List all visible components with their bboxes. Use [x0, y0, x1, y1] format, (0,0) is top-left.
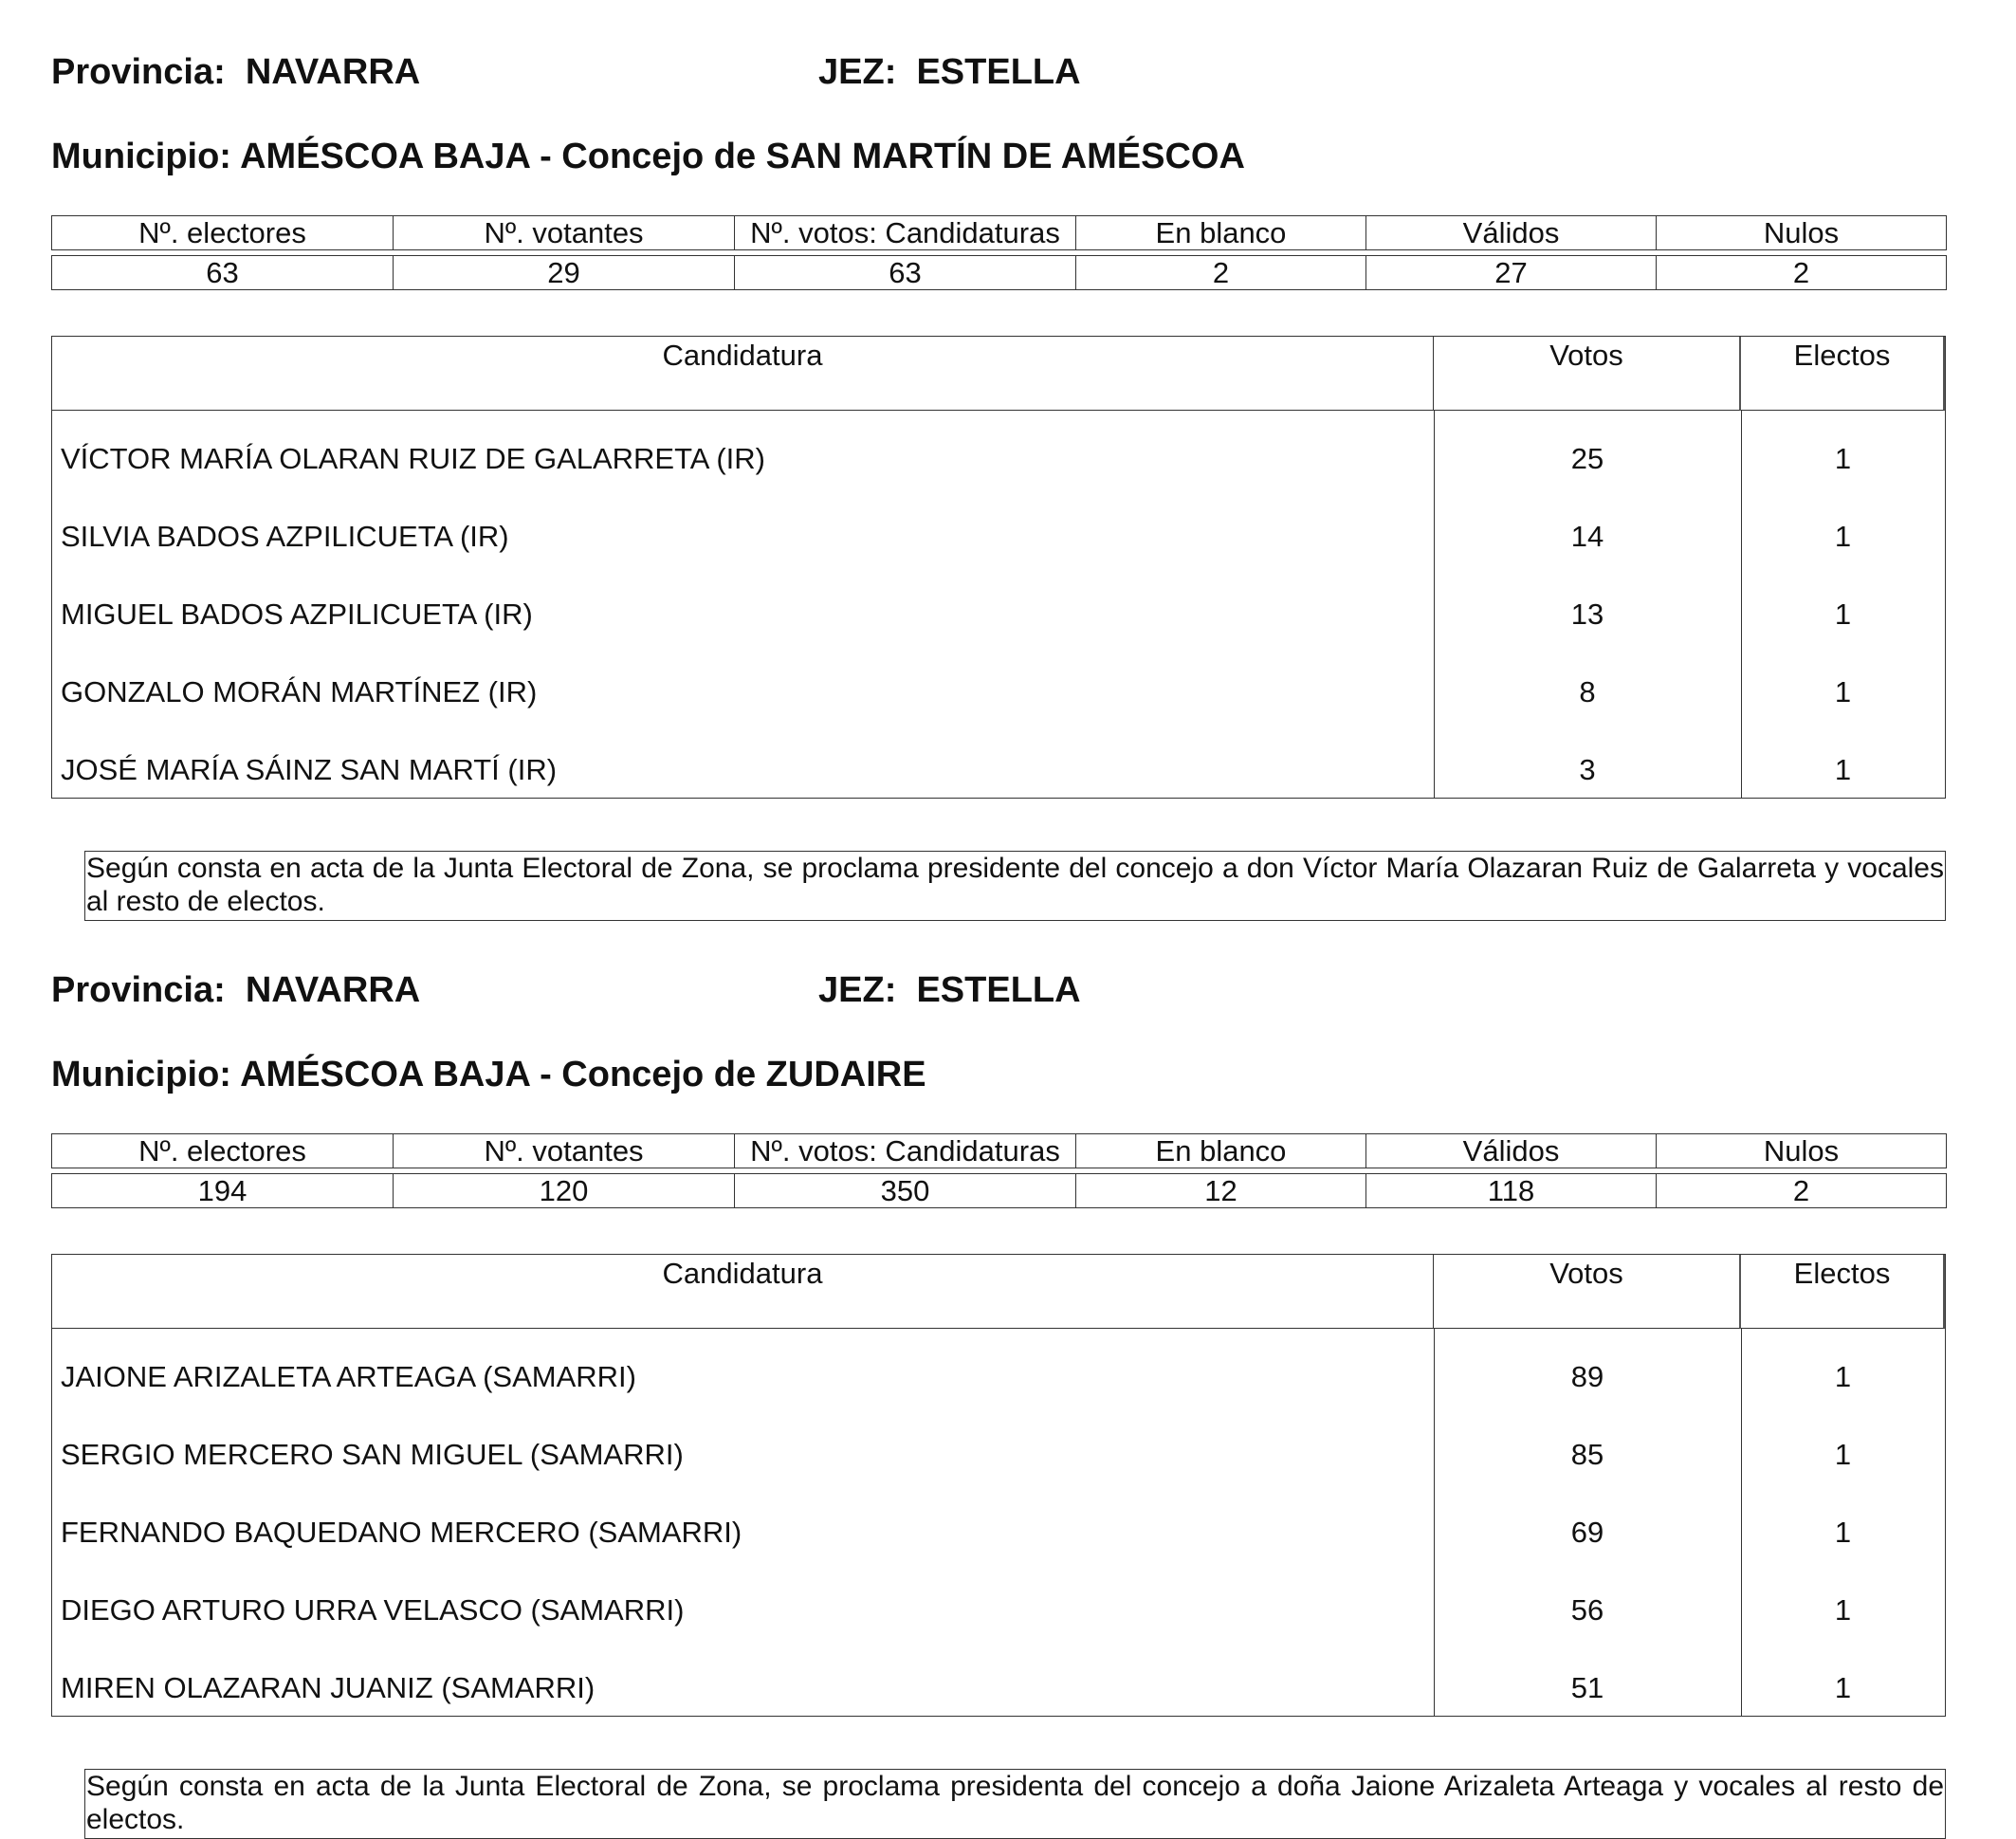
candidate-votes: 51 [1570, 1671, 1604, 1704]
candidate-elected: 1 [1834, 753, 1852, 786]
stats-header-table [51, 215, 1947, 250]
candidate-votes: 8 [1579, 675, 1596, 708]
stat-header-nulos: Nulos [1657, 216, 1947, 250]
candidate-elected: 1 [1834, 1593, 1852, 1627]
table-row [52, 1494, 1945, 1572]
candidate-name: GONZALO MORÁN MARTÍNEZ (IR) [61, 675, 538, 708]
candidates-table [51, 336, 1946, 799]
col-header-electos: Electos [1741, 1255, 1945, 1329]
stat-value-validos: 27 [1366, 256, 1657, 290]
stat-value-votantes: 120 [394, 1174, 735, 1208]
candidate-name: MIGUEL BADOS AZPILICUETA (IR) [61, 598, 533, 631]
col-header-candidatura: Candidatura [52, 1255, 1434, 1329]
candidate-elected: 1 [1834, 675, 1852, 708]
col-header-candidatura: Candidatura [52, 337, 1434, 411]
candidate-votes: 85 [1570, 1438, 1604, 1471]
candidate-name: MIREN OLAZARAN JUANIZ (SAMARRI) [61, 1671, 596, 1704]
table-row [52, 498, 1945, 576]
stat-value-votos-candidaturas: 350 [735, 1174, 1076, 1208]
col-header-votos: Votos [1434, 1255, 1741, 1329]
stats-header-table [51, 1133, 1947, 1168]
concejo-block-zudaire [0, 918, 2016, 1835]
candidate-votes: 69 [1570, 1516, 1604, 1549]
stat-header-validos: Válidos [1366, 216, 1657, 250]
candidate-elected: 1 [1834, 1671, 1852, 1704]
proclamation-note: Según consta en acta de la Junta Electoral de Zona, se proclama presidente del concejo a don Víctor María Olazaran Ruiz de Galarreta y vocales al resto de electos. [84, 851, 1946, 921]
stat-header-votos-candidaturas: Nº. votos: Candidaturas [735, 1134, 1076, 1168]
table-row [52, 1416, 1945, 1494]
stat-header-votantes: Nº. votantes [394, 216, 735, 250]
candidate-name: JOSÉ MARÍA SÁINZ SAN MARTÍ (IR) [61, 753, 558, 786]
table-row [52, 420, 1945, 498]
candidate-elected: 1 [1834, 1438, 1852, 1471]
candidate-name: SERGIO MERCERO SAN MIGUEL (SAMARRI) [61, 1438, 684, 1471]
candidate-votes: 89 [1570, 1360, 1604, 1393]
stat-header-votos-candidaturas: Nº. votos: Candidaturas [735, 216, 1076, 250]
candidate-elected: 1 [1834, 598, 1852, 631]
jez-heading: JEZ: ESTELLA [818, 52, 1081, 92]
stats-values-table [51, 255, 1947, 290]
municipio-heading: Municipio: AMÉSCOA BAJA - Concejo de SAN MARTÍN DE AMÉSCOA [51, 137, 1245, 176]
stat-value-votos-candidaturas: 63 [735, 256, 1076, 290]
candidate-name: VÍCTOR MARÍA OLARAN RUIZ DE GALARRETA (IR) [61, 442, 765, 475]
candidates-table [51, 1254, 1946, 1717]
candidate-elected: 1 [1834, 520, 1852, 553]
candidate-votes: 14 [1570, 520, 1604, 553]
candidate-votes: 3 [1579, 753, 1596, 786]
stat-header-en-blanco: En blanco [1076, 216, 1366, 250]
stat-header-validos: Válidos [1366, 1134, 1657, 1168]
candidate-name: SILVIA BADOS AZPILICUETA (IR) [61, 520, 509, 553]
stat-value-electores: 63 [52, 256, 394, 290]
stat-value-nulos: 2 [1657, 256, 1947, 290]
stat-value-electores: 194 [52, 1174, 394, 1208]
stat-value-en-blanco: 12 [1076, 1174, 1366, 1208]
table-row [52, 1338, 1945, 1416]
stat-header-electores: Nº. electores [52, 1134, 394, 1168]
candidate-votes: 25 [1570, 442, 1604, 475]
provincia-heading: Provincia: NAVARRA [51, 52, 421, 92]
table-row [52, 576, 1945, 653]
candidate-name: DIEGO ARTURO URRA VELASCO (SAMARRI) [61, 1593, 685, 1627]
col-header-electos: Electos [1741, 337, 1945, 411]
stat-value-validos: 118 [1366, 1174, 1657, 1208]
table-row [52, 731, 1945, 809]
stat-value-en-blanco: 2 [1076, 256, 1366, 290]
stat-value-votantes: 29 [394, 256, 735, 290]
table-row [52, 1572, 1945, 1649]
provincia-heading: Provincia: NAVARRA [51, 970, 421, 1010]
proclamation-note: Según consta en acta de la Junta Electoral de Zona, se proclama presidenta del concejo a doña Jaione Arizaleta Arteaga y vocales al resto de electos. [84, 1769, 1946, 1839]
candidate-votes: 56 [1570, 1593, 1604, 1627]
candidate-votes: 13 [1570, 598, 1604, 631]
candidate-elected: 1 [1834, 442, 1852, 475]
table-row [52, 1649, 1945, 1727]
stat-header-electores: Nº. electores [52, 216, 394, 250]
stat-header-votantes: Nº. votantes [394, 1134, 735, 1168]
candidate-elected: 1 [1834, 1360, 1852, 1393]
stat-header-nulos: Nulos [1657, 1134, 1947, 1168]
col-header-votos: Votos [1434, 337, 1741, 411]
stat-header-en-blanco: En blanco [1076, 1134, 1366, 1168]
jez-heading: JEZ: ESTELLA [818, 970, 1081, 1010]
municipio-heading: Municipio: AMÉSCOA BAJA - Concejo de ZUDAIRE [51, 1055, 926, 1094]
table-row [52, 653, 1945, 731]
stats-values-table [51, 1173, 1947, 1208]
candidate-elected: 1 [1834, 1516, 1852, 1549]
candidate-name: FERNANDO BAQUEDANO MERCERO (SAMARRI) [61, 1516, 742, 1549]
candidate-name: JAIONE ARIZALETA ARTEAGA (SAMARRI) [61, 1360, 636, 1393]
concejo-block-san-martin [0, 0, 2016, 917]
stat-value-nulos: 2 [1657, 1174, 1947, 1208]
